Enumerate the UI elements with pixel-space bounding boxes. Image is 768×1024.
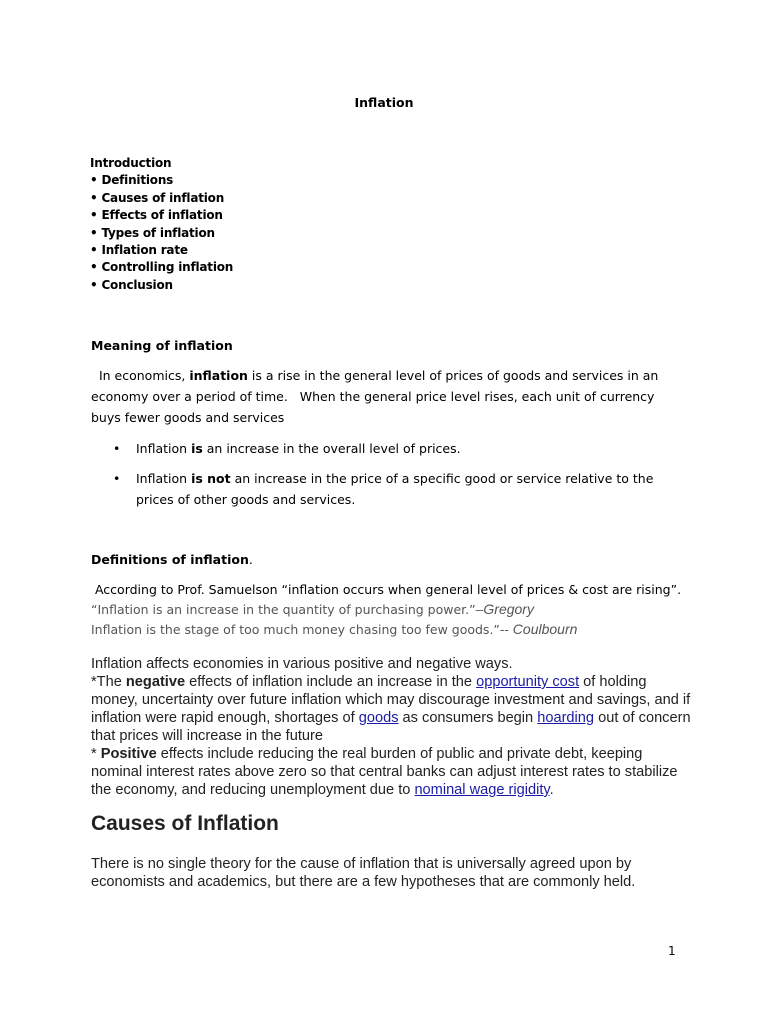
bullet-text-part: Inflation [136,471,192,486]
effects-section [91,655,691,799]
effects-intro: Inflation affects economies in various positive and negative ways. [91,656,513,672]
quote-author: Coulbourn [508,621,578,637]
text-bold: Positive [100,746,157,762]
toc-item: • Causes of inflation [90,190,225,205]
text-bold: negative [125,674,186,690]
quote-text: “Inflation is an increase in the quantity of purchasing power.” [91,602,476,617]
bullet-text-bold: is not [191,471,231,486]
bullet-text-bold: is [191,441,203,456]
toc-item: • Controlling inflation [90,260,234,275]
toc-item: • Definitions [90,173,174,188]
definitions-heading [91,552,253,567]
definition-samuelson: According to Prof. Samuelson “inflation occurs when general level of prices & cost are rising”. [91,582,682,597]
text-part: out of concern that prices will increase in the future [91,710,691,744]
toc-item: • Inflation rate [90,243,188,258]
list-item [113,438,693,459]
text-part: . [549,782,554,798]
text-part: as consumers begin [398,710,538,726]
causes-paragraph: There is no single theory for the cause of inflation that is universally agreed upon by economists and academics, but there are a few hypotheses that are commonly held. [91,856,636,890]
causes-heading: Causes of Inflation [91,812,279,835]
document-title: Inflation [354,95,414,110]
meaning-heading: Meaning of inflation [91,338,233,353]
meaning-para-bold: inflation [189,368,248,383]
nominal-wage-rigidity-link[interactable]: nominal wage rigidity [414,782,550,798]
text-part: effects include reducing the real burden of public and private debt, keeping nominal interest rates above zero so that central banks can adjust interest rates to stabilize the economy, and reducing unemployment due to [91,746,678,798]
bullet-text-part: an increase in the overall level of prices. [202,441,461,456]
toc-item: • Types of inflation [90,225,215,240]
bullet-text-part: an increase in the price of a specific good or service relative to the prices of other goods and services. [136,471,654,507]
effects-positive [91,745,691,799]
bullet-text [136,438,693,459]
text-part: *The [91,674,126,690]
opportunity-cost-link[interactable]: opportunity cost [476,674,580,690]
bullet-marker: • [113,441,121,456]
bullet-marker: • [113,471,121,486]
hoarding-link[interactable]: hoarding [537,710,595,726]
definitions-heading-period: . [248,552,253,567]
quote-text: Inflation is the stage of too much money chasing too few goods.”-- [91,622,509,637]
toc-item: • Effects of inflation [90,208,223,223]
text-part: * [91,746,101,762]
goods-link[interactable]: goods [358,710,399,726]
quote-author: –Gregory [475,601,534,617]
text-part: effects of inflation include an increase in the [185,674,477,690]
definitions-heading-text: Definitions of inflation [91,552,249,567]
definition-gregory [91,601,534,617]
table-of-contents [90,155,233,294]
effects-negative [91,673,691,745]
toc-heading: Introduction [90,156,172,170]
meaning-bullets [113,438,693,519]
meaning-para-prefix: In economics, [91,368,190,383]
meaning-para-rest: is a rise in the general level of prices of goods and services in an economy over a period of time. When the general price level rises, each unit of currency buys fewer goods and services [91,368,663,425]
bullet-text [136,468,693,510]
text-part: of holding money, uncertainty over future inflation which may discourage investment and savings, and if inflation were rapid enough, shortages of [91,674,691,726]
page-number: 1 [668,944,676,958]
bullet-text-part: Inflation [136,441,192,456]
definition-coulbourn [91,621,577,637]
list-item [113,468,693,510]
toc-item: • Conclusion [90,277,173,292]
meaning-paragraph [91,365,681,428]
